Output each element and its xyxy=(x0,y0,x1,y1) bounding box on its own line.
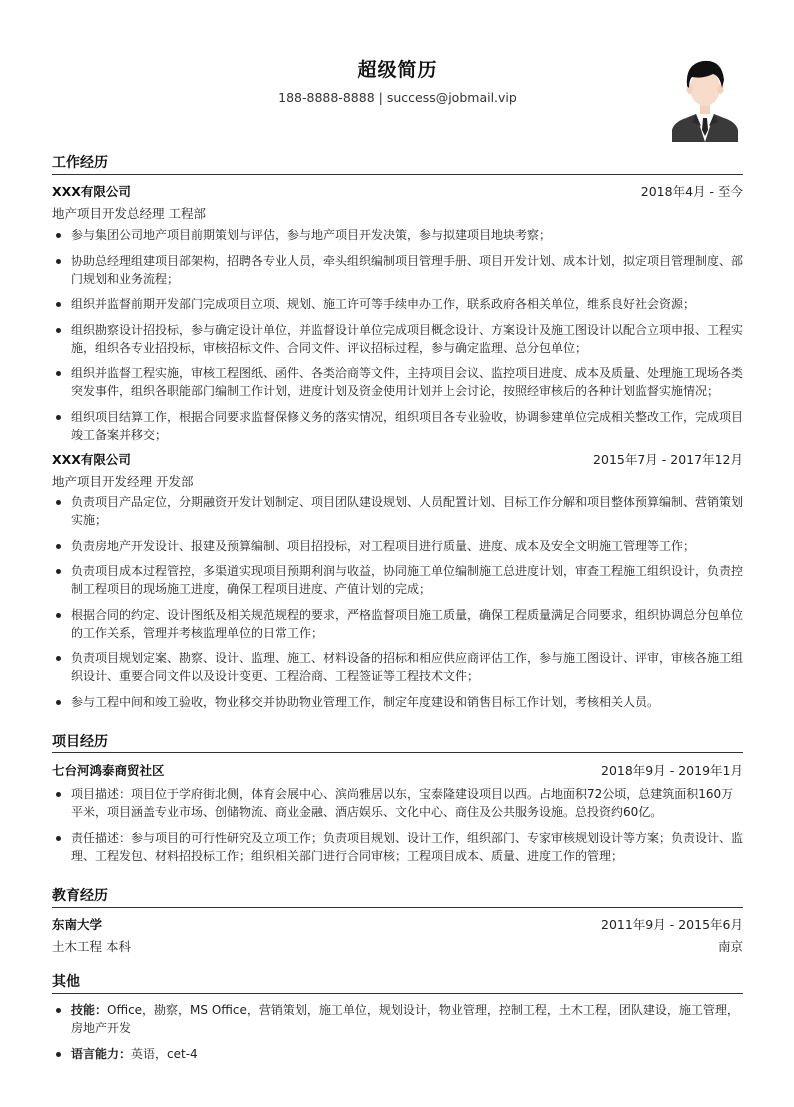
section-divider xyxy=(52,993,743,994)
list-item: 组织并监督前期开发部门完成项目立项、规划、施工许可等手续申办工作，联系政府各相关单位，维系良好社会资源； xyxy=(52,295,743,313)
skills-value: Office，勘察，MS Office，营销策划，施工单位，规划设计，物业管理，控制工程，土木工程，团队建设，施工管理，房地产开发 xyxy=(71,1003,739,1035)
education-location: 南京 xyxy=(717,939,743,954)
project-date: 2018年9月 - 2019年1月 xyxy=(601,763,743,778)
list-item: 责任描述：参与项目的可行性研究及立项工作；负责项目规划、设计工作，组织部门、专家审核规划设计等方案；负责设计、监理、工程发包、材料招投标工作；组织相关部门进行合同审核；工程项目成本、质量、进度工作的管理； xyxy=(52,829,743,865)
resume-name: 超级简历 xyxy=(357,59,438,81)
job-role: 地产项目开发经理 开发部 xyxy=(52,474,194,489)
project-bullets xyxy=(52,785,743,872)
project-entry-header xyxy=(52,761,743,779)
other-bullets xyxy=(52,1001,743,1070)
list-item: 负责房地产开发设计、报建及预算编制、项目招投标，对工程项目进行质量、进度、成本及安全文明施工管理等工作； xyxy=(52,537,743,555)
list-item xyxy=(52,1001,743,1037)
contact-info: 188-8888-8888 | success@jobmail.vip xyxy=(278,90,517,105)
language-label: 语言能力： xyxy=(71,1046,132,1061)
list-item: 参与工程中间和竣工验收，物业移交并协助物业管理工作，制定年度建设和销售目标工作计划，考核相关人员。 xyxy=(52,693,743,711)
list-item: 组织项目结算工作，根据合同要求监督保修义务的落实情况，组织项目各专业验收，协调参建单位完成相关整改工作，完成项目竣工备案并移交； xyxy=(52,408,743,444)
work-date: 2015年7月 - 2017年12月 xyxy=(593,452,743,467)
section-divider xyxy=(52,174,743,175)
work-entry-header xyxy=(52,182,743,200)
list-item: 负责项目成本过程管控，多渠道实现项目预期利润与收益，协同施工单位编制施工总进度计划，审查工程施工组织设计，负责控制工程项目的现场施工进度，确保工程项目进度、产值计划的完成； xyxy=(52,562,743,598)
education-detail xyxy=(52,937,743,955)
list-item: 项目描述：项目位于学府街北侧，体育会展中心、滨尚雅居以东，宝泰隆建设项目以西。占地面积72公顷，总建筑面积160万平米，项目涵盖专业市场、创储物流、商业金融、酒店娱乐、文化中心、商住及公共服务设施。总投资约60亿。 xyxy=(52,785,743,821)
list-item: 协助总经理组建项目部架构，招聘各专业人员，牵头组织编制项目管理手册、项目开发计划、成本计划，拟定项目管理制度、部门规划和业务流程； xyxy=(52,252,743,288)
school-name: 东南大学 xyxy=(52,917,103,932)
company-name: XXX有限公司 xyxy=(52,184,131,199)
work-bullets xyxy=(52,226,743,451)
section-title-work: 工作经历 xyxy=(52,155,108,171)
list-item: 负责项目产品定位，分期融资开发计划制定、项目团队建设规划、人员配置计划、目标工作分解和项目整体预算编制、营销策划实施； xyxy=(52,493,743,529)
list-item: 负责项目规划定案、勘察、设计、监理、施工、材料设备的招标和相应供应商评估工作，参与施工图设计、评审，审核各施工组织设计、重要合同文件以及设计变更、工程洽商、工程签证等工程技术文件； xyxy=(52,649,743,685)
job-role: 地产项目开发总经理 工程部 xyxy=(52,206,206,221)
list-item: 根据合同的约定、设计图纸及相关规范规程的要求，严格监督项目施工质量，确保工程质量满足合同要求，组织协调总分包单位的工作关系，管理并考核监理单位的日常工作； xyxy=(52,606,743,642)
work-entry-header xyxy=(52,450,743,468)
section-title-other: 其他 xyxy=(52,974,80,990)
person-avatar-icon xyxy=(670,52,740,142)
language-value: 英语，cet-4 xyxy=(131,1046,198,1061)
company-name: XXX有限公司 xyxy=(52,452,131,467)
education-entry-header xyxy=(52,915,743,933)
section-title-projects: 项目经历 xyxy=(52,734,108,750)
project-name: 七台河鸿泰商贸社区 xyxy=(52,763,165,778)
skills-label: 技能： xyxy=(71,1003,108,1017)
section-divider xyxy=(52,907,743,908)
section-title-education: 教育经历 xyxy=(52,888,108,904)
work-bullets xyxy=(52,493,743,718)
work-date: 2018年4月 - 至今 xyxy=(640,184,743,199)
education-date: 2011年9月 - 2015年6月 xyxy=(601,917,743,932)
section-divider xyxy=(52,752,743,753)
education-major: 土木工程 本科 xyxy=(52,939,131,954)
list-item: 组织并监督工程实施，审核工程图纸、函件、各类洽商等文件，主持项目会议、监控项目进度、成本及质量、处理施工现场各类突发事件，组织各职能部门编制工作计划，进度计划及资金使用计划并上会讨论，按照经审核后的各种计划监督实施情况； xyxy=(52,364,743,400)
list-item: 组织勘察设计招投标，参与确定设计单位，并监督设计单位完成项目概念设计、方案设计及施工图设计以配合立项申报、工程实施，组织各专业招投标，审核招标文件、合同文件、评议招标过程，参与确定监理、总分包单位； xyxy=(52,321,743,357)
list-item: 参与集团公司地产项目前期策划与评估，参与地产项目开发决策，参与拟建项目地块考察； xyxy=(52,226,743,244)
list-item xyxy=(52,1045,743,1063)
